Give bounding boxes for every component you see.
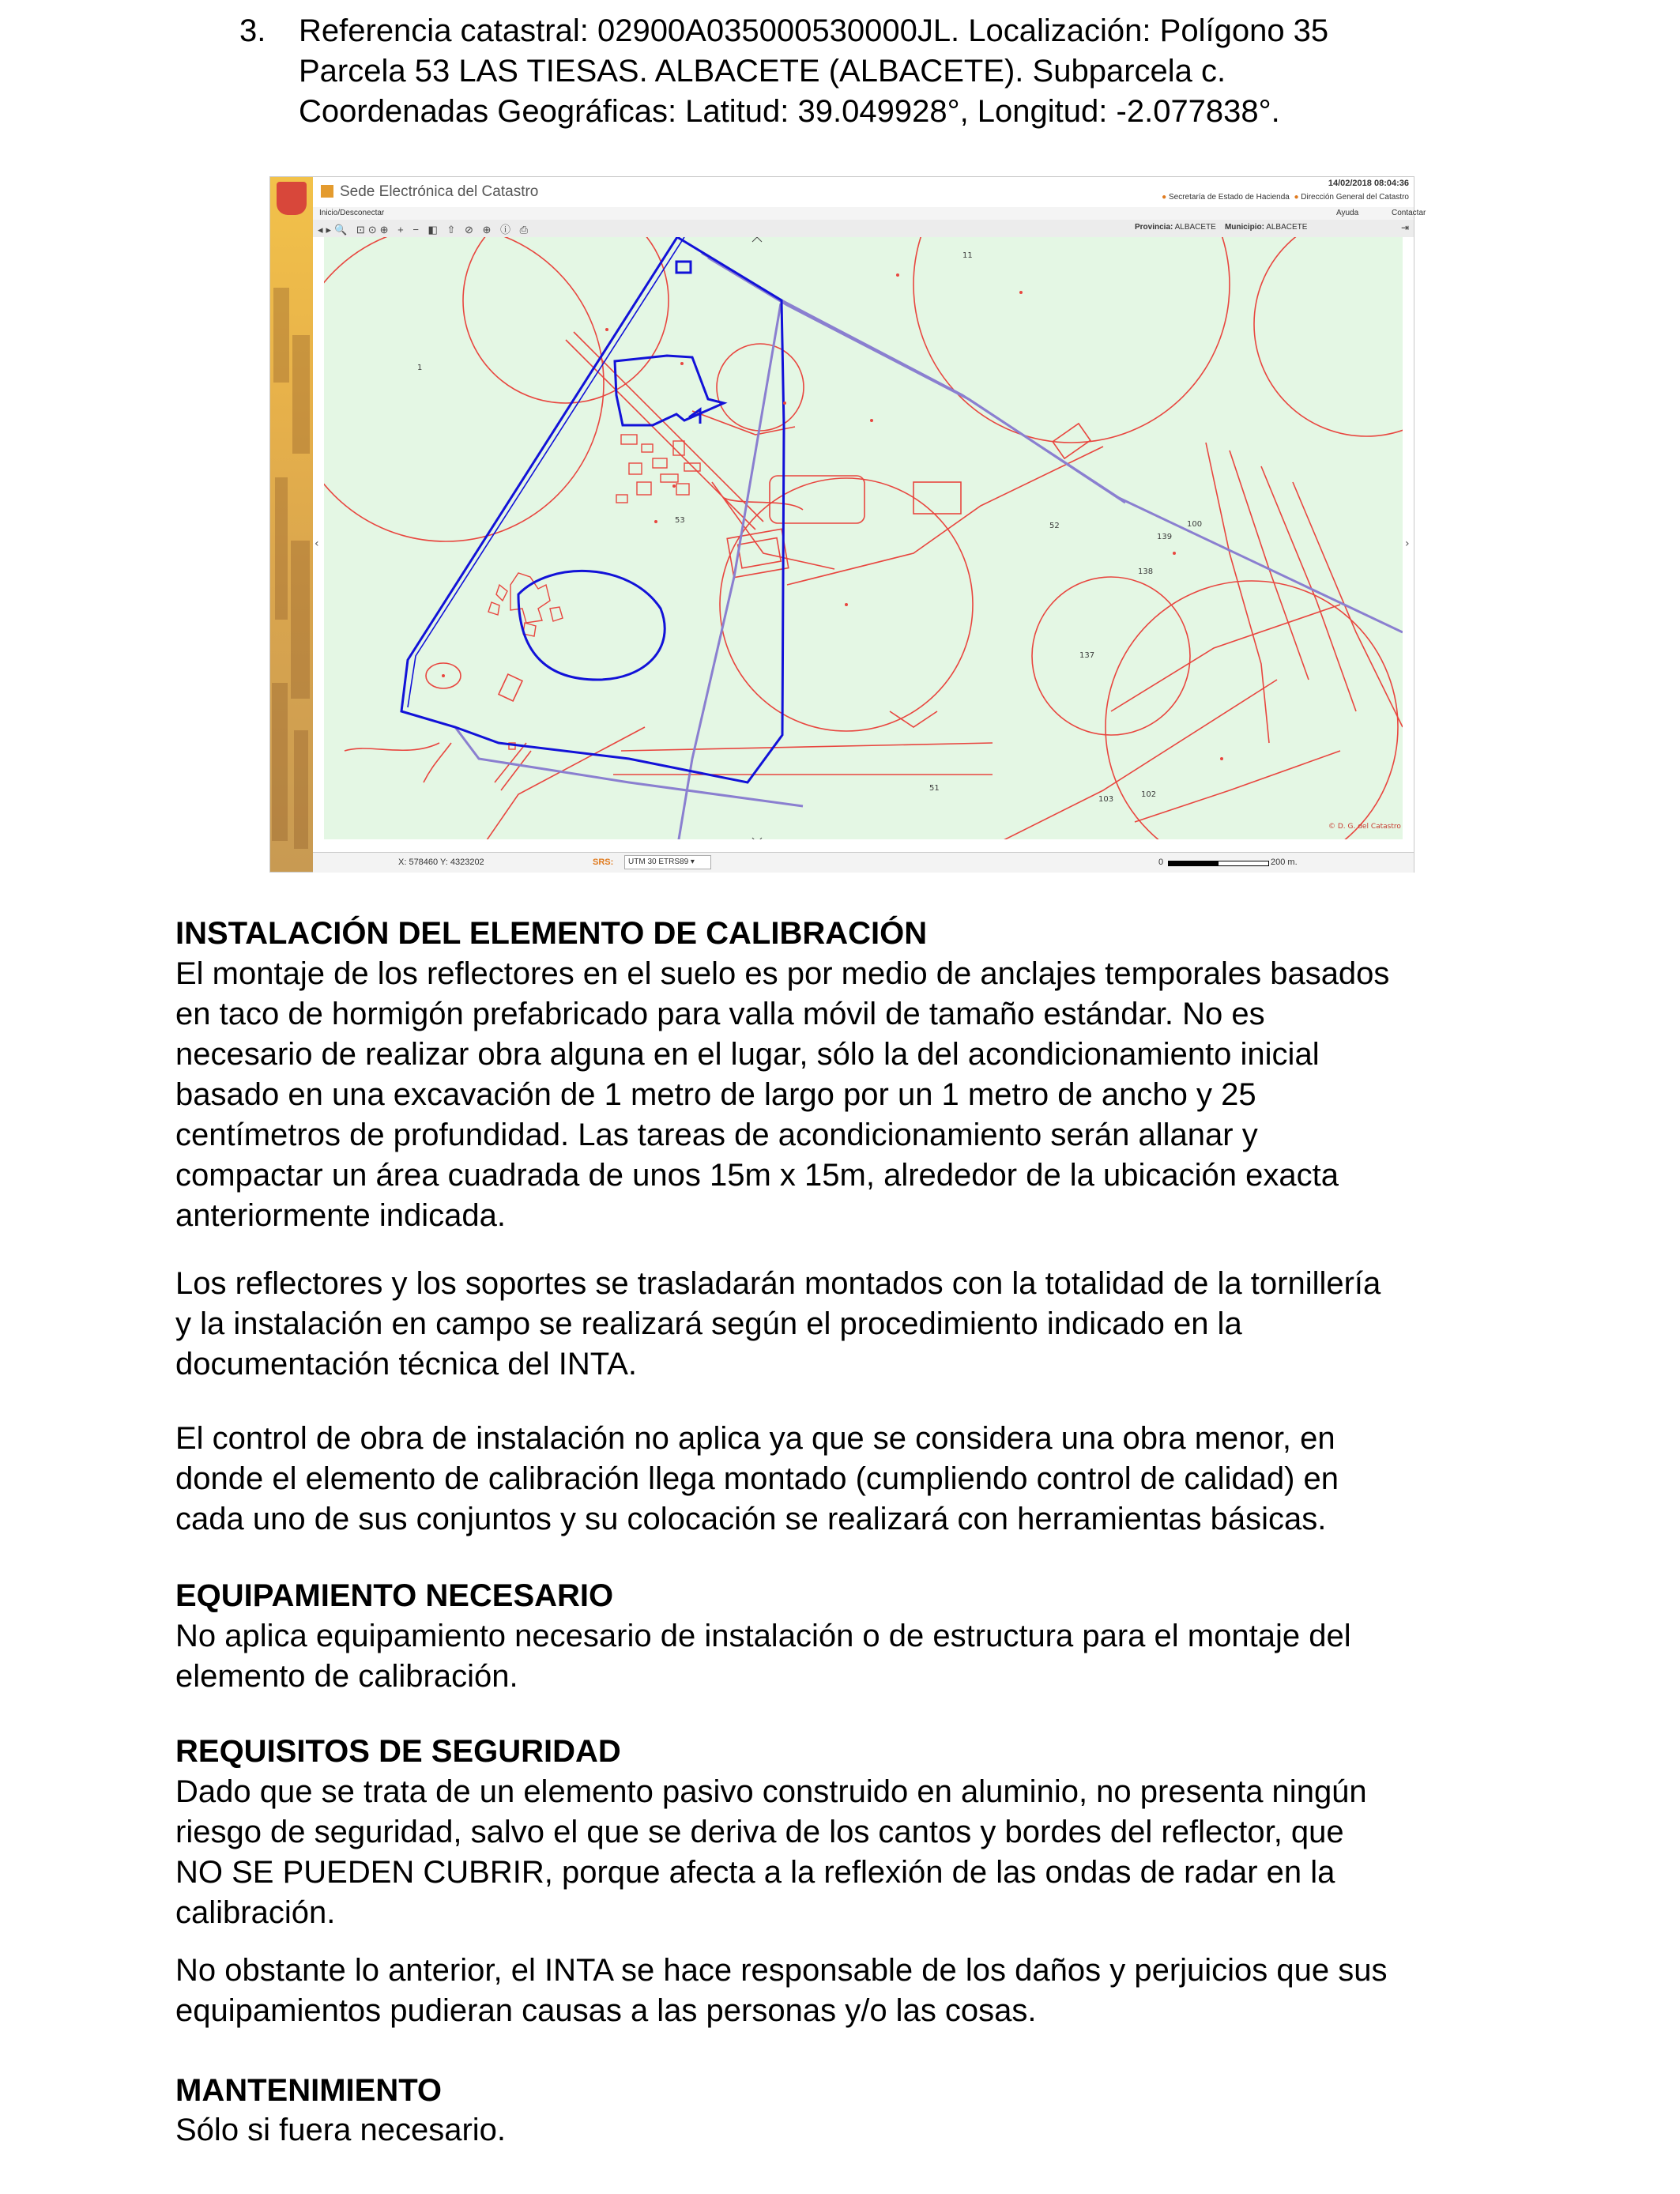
cadastral-map[interactable] [313,237,1414,852]
parcel-label: 103 [1098,795,1114,804]
list-line: Referencia catastral: 02900A035000530000JL. Localización: Polígono 35 [299,13,1329,48]
map-copyright: © D. G. del Catastro [1328,823,1401,831]
section-heading-requisitos: REQUISITOS DE SEGURIDAD [175,1734,621,1769]
scale-start: 0 [1158,858,1164,867]
pan-right-icon[interactable]: › [1405,537,1410,550]
coat-of-arms-icon [277,182,307,215]
paragraph: No aplica equipamiento necesario de instalación o de estructura para el montaje del elemento de calibración. [175,1619,1351,1694]
section-heading-equipamiento: EQUIPAMIENTO NECESARIO [175,1578,614,1613]
menu-help-link[interactable]: Ayuda [1336,209,1359,217]
list-line: Parcela 53 LAS TIESAS. ALBACETE (ALBACETE). Subparcela c. [299,54,1226,89]
exit-icon[interactable]: ⇥ [1400,222,1409,233]
section-heading-mantenimiento: MANTENIMIENTO [175,2073,443,2108]
paragraph: El control de obra de instalación no aplica ya que se considera una obra menor, en donde el elemento de calibración llega montado (cumpliendo control de calidad) en cada uno de sus conjuntos y su colocación se realizará con herramientas básicas. [175,1421,1339,1536]
map-statusbar [313,852,1414,873]
catastro-screenshot [269,176,1426,873]
srs-label: SRS: [593,858,614,867]
parcel-label: 1 [417,364,423,372]
scale-bar [1168,861,1269,866]
parcel-label: 11 [962,251,973,260]
pan-left-icon[interactable]: ‹ [315,537,319,550]
parcel-label: 53 [675,516,685,525]
cursor-coordinates: X: 578460 Y: 4323202 [398,858,484,867]
paragraph: Los reflectores y los soportes se trasladarán montados con la totalidad de la tornillería y la instalación en campo se realizará según el procedimiento indicado en la documentación técnica del INTA. [175,1266,1381,1382]
parcel-label: 51 [929,784,940,793]
list-line: Coordenadas Geográficas: Latitud: 39.049928°, Longitud: -2.077838°. [299,94,1280,129]
paragraph: No obstante lo anterior, el INTA se hace responsable de los daños y perjuicios que sus equipamientos pudieran causas a las personas y/o las cosas. [175,1953,1388,2028]
parcel-label: 138 [1138,567,1154,576]
header-date: 14/02/2018 08:04:36 [1328,179,1409,188]
provincia-municipio: Provincia: ALBACETE Municipio: ALBACETE [1135,223,1308,232]
paragraph: Dado que se trata de un elemento pasivo construido en aluminio, no presenta ningún riesgo de seguridad, salvo el que se deriva de los cantos y bordes del reflector, que NO SE PUEDEN CUBRIR, porque afecta a la reflexión de las ondas de radar en la calibración. [175,1774,1367,1930]
catastro-header [313,177,1414,208]
srs-select[interactable]: UTM 30 ETRS89 ▾ [624,855,711,869]
map-tools-icons[interactable]: ◂▸🔍 ⊡⊙⊕ + − ◧ ⇧ ⊘ ⊕ ⓘ ⎙ [318,224,531,236]
parcel-label: 52 [1049,522,1060,530]
parcel-label: 139 [1157,533,1173,541]
site-title: Sede Electrónica del Catastro [340,183,539,200]
menu-bar [313,207,1426,220]
side-banner [270,177,313,872]
map-toolbar [313,220,1414,238]
menu-home-link[interactable]: Inicio/Desconectar [319,209,385,217]
menu-contact-link[interactable]: Contactar [1392,209,1426,217]
map-svg [313,237,1414,852]
paragraph: Sólo si fuera necesario. [175,2113,507,2147]
catastro-logo-icon [321,185,333,198]
section-heading-instalacion: INSTALACIÓN DEL ELEMENTO DE CALIBRACIÓN [175,916,928,951]
list-number: 3. [239,13,266,48]
list-item-text [299,11,1516,132]
parcel-label: 100 [1187,520,1203,529]
parcel-label: 102 [1141,790,1157,799]
header-org: ● Secretaría de Estado de Hacienda ● Dirección General del Catastro [1162,193,1409,202]
paragraph: El montaje de los reflectores en el suelo es por medio de anclajes temporales basados en taco de hormigón prefabricado para valla móvil de tamaño estándar. No es necesario de realizar obra alguna en el lugar, sólo la del acondicionamiento inicial basado en una excavación de 1 metro de largo por un 1 metro de ancho y 25 centímetros de profundidad. Las tareas de acondicionamiento serán allanar y compactar un área cuadrada de unos 15m x 15m, alrededor de la ubicación exacta anteriormente indicada. [175,956,1390,1233]
parcel-label: 137 [1079,651,1095,660]
scale-end: 200 m. [1271,858,1298,867]
